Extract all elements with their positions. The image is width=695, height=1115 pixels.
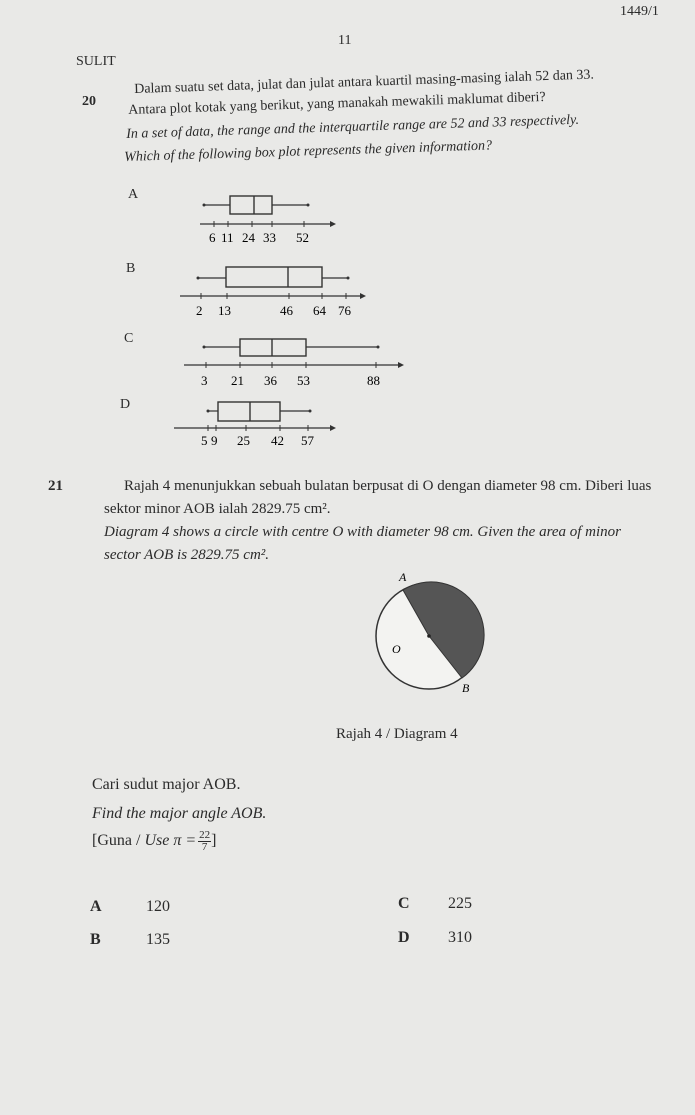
question-number: 21: [48, 478, 63, 494]
answer-letter-b: B: [90, 931, 101, 948]
tick-label: 64: [313, 303, 326, 318]
option-label-a: A: [128, 187, 139, 202]
task-malay: Cari sudut major AOB.: [92, 776, 241, 793]
tick-label: 88: [367, 373, 380, 388]
tick-label: 6: [209, 230, 216, 245]
answer-letter-c: C: [398, 895, 410, 912]
tick-label: 2: [196, 303, 203, 318]
point-a-label: A: [399, 570, 407, 584]
tick-label: 36: [264, 373, 277, 388]
question-text-malay: Dalam suatu set data, julat dan julat antara kuartil masing-masing ialah 52 dan 33.: [134, 67, 595, 97]
question-text-english: In a set of data, the range and the interquartile range are 52 and 33 respectively.: [126, 112, 580, 142]
point-o-label: O: [392, 642, 401, 656]
question-number: 20: [82, 94, 96, 109]
sulit-label: SULIT: [76, 54, 116, 69]
tick-label: 25: [237, 433, 250, 448]
tick-label: 33: [263, 230, 276, 245]
page-number: 11: [338, 33, 352, 48]
circle-diagram: [330, 565, 500, 705]
tick-label: 13: [218, 303, 231, 318]
task-english: Find the major angle AOB.: [92, 805, 267, 822]
paper-code: 1449/1: [620, 4, 659, 19]
tick-label: 52: [296, 230, 309, 245]
tick-label: 42: [271, 433, 284, 448]
diagram-caption: Rajah 4 / Diagram 4: [336, 726, 458, 742]
answer-value-a: 120: [146, 898, 170, 915]
answer-value-b: 135: [146, 931, 170, 948]
option-label-d: D: [120, 397, 131, 412]
question-text-malay: Rajah 4 menunjukkan sebuah bulatan berpusat di O dengan diameter 98 cm. Diberi luas: [124, 478, 652, 494]
question-text-english: sector AOB is 2829.75 cm².: [104, 547, 270, 563]
tick-label: 53: [297, 373, 310, 388]
box-plot-b: [172, 258, 372, 323]
point-b-label: B: [462, 681, 470, 695]
box-plot-a: [190, 185, 350, 250]
tick-label: 76: [338, 303, 351, 318]
option-label-b: B: [126, 261, 136, 276]
box-plot-c: [180, 330, 410, 395]
question-text-malay: sektor minor AOB ialah 2829.75 cm².: [104, 501, 331, 517]
tick-label: 9: [211, 433, 218, 448]
answer-value-d: 310: [448, 929, 472, 946]
tick-label: 3: [201, 373, 208, 388]
answer-value-c: 225: [448, 895, 472, 912]
answer-letter-d: D: [398, 929, 410, 946]
question-text-malay: Antara plot kotak yang berikut, yang manakah mewakili maklumat diberi?: [128, 89, 546, 118]
tick-label: 5: [201, 433, 208, 448]
tick-label: 57: [301, 433, 314, 448]
tick-label: 24: [242, 230, 255, 245]
tick-label: 21: [231, 373, 244, 388]
tick-label: 46: [280, 303, 293, 318]
question-text-english: Which of the following box plot represents the given information?: [124, 138, 493, 165]
use-pi-note: [Guna / Use π = $\frac{22}{7}$ ]: [92, 829, 217, 853]
option-label-c: C: [124, 331, 134, 346]
answer-letter-a: A: [90, 898, 102, 915]
question-text-english: Diagram 4 shows a circle with centre O with diameter 98 cm. Given the area of minor: [104, 524, 622, 540]
tick-label: 11: [221, 230, 234, 245]
box-plot-d: [170, 396, 350, 456]
